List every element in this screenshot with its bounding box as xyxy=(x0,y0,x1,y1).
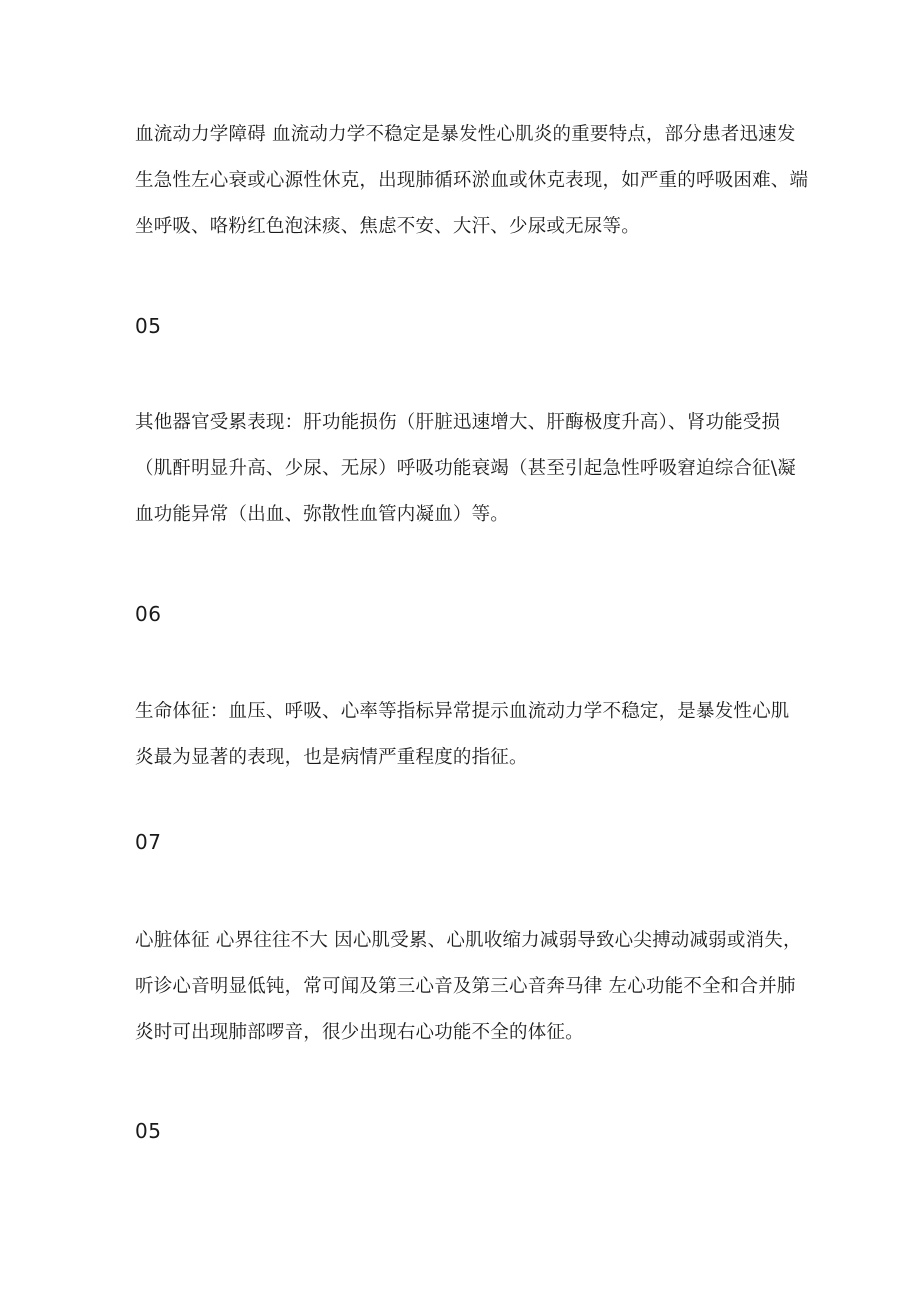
paragraph-line: 听诊心音明显低钝，常可闻及第三心音及第三心音奔马律 左心功能不全和合并肺 xyxy=(135,976,796,997)
paragraph-line: 血功能异常（出血、弥散性血管内凝血）等。 xyxy=(135,504,510,525)
paragraph-line: 炎时可出现肺部啰音，很少出现右心功能不全的体征。 xyxy=(135,1022,584,1043)
section-number: 05 xyxy=(135,314,162,338)
section-number: 07 xyxy=(135,830,162,854)
paragraph-line: 其他器官受累表现：肝功能损伤（肝脏迅速增大、肝酶极度升高）、肾功能受损 xyxy=(135,412,781,433)
paragraph-line: 心脏体征 心界往往不大 因心肌受累、心肌收缩力减弱导致心尖搏动减弱或消失， xyxy=(135,930,802,951)
section-number: 06 xyxy=(135,602,162,626)
paragraph-line: 生命体征：血压、呼吸、心率等指标异常提示血流动力学不稳定，是暴发性心肌 xyxy=(135,701,790,722)
paragraph-line: 坐呼吸、咯粉红色泡沫痰、焦虑不安、大汗、少尿或无尿等。 xyxy=(135,216,640,237)
paragraph-line: （肌酐明显升高、少尿、无尿）呼吸功能衰竭（甚至引起急性呼吸窘迫综合征\凝 xyxy=(135,458,796,479)
paragraph-line: 生急性左心衰或心源性休克，出现肺循环淤血或休克表现，如严重的呼吸困难、端 xyxy=(135,170,809,191)
paragraph-other-organs xyxy=(135,400,800,538)
paragraph-vital-signs xyxy=(135,689,800,781)
paragraph-line: 炎最为显著的表现，也是病情严重程度的指征。 xyxy=(135,747,528,768)
paragraph-cardiac-signs xyxy=(135,918,800,1056)
paragraph-line: 血流动力学障碍 血流动力学不稳定是暴发性心肌炎的重要特点，部分患者迅速发 xyxy=(135,124,796,145)
paragraph-hemodynamic-disorder xyxy=(135,112,809,250)
section-number: 05 xyxy=(135,1119,162,1143)
